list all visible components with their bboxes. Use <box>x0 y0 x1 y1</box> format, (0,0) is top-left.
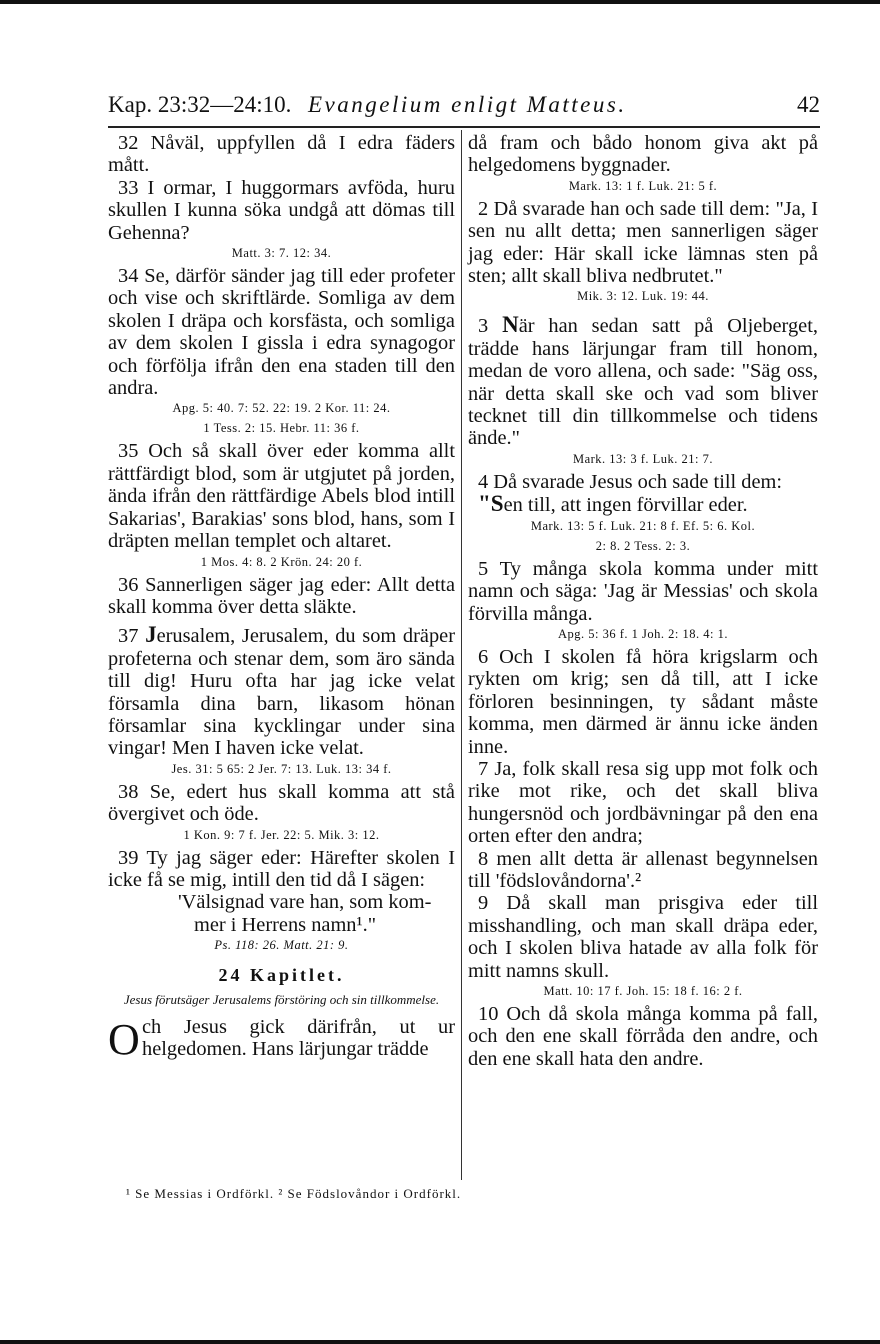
verse-2: 2 Då svarade han och sade till dem: "Ja, I sen nu allt detta; men sannerligen säger jag eder: Här skall icke lämnas sten på sten; allt skall bliva nedbrutet." <box>468 197 818 288</box>
verse-39: 39 Ty jag säger eder: Härefter skolen I icke få se mig, intill den tid då I sägen: <box>108 846 455 891</box>
chapter-summary: Jesus förutsäger Jerusalems förstöring och sin tillkommelse. <box>123 991 440 1007</box>
cross-reference: Apg. 5: 40. 7: 52. 22: 19. 2 Kor. 11: 24. <box>172 401 391 416</box>
quote-line: mer i Herrens namn¹." <box>194 913 377 936</box>
cross-reference: Jes. 31: 5 65: 2 Jer. 7: 13. Luk. 13: 34 f. <box>171 761 392 776</box>
verse-1: ch Jesus gick därifrån, ut ur helgedomen. Hans lärjungar trädde <box>142 1015 455 1060</box>
verse-4: 4 Då svarade Jesus och sade till dem: <box>478 470 783 493</box>
page-header <box>108 92 820 122</box>
header-rule <box>108 126 820 128</box>
verse-text: erusalem, Jerusalem, du som dräper profeterna och stenar dem, som äro sända till dig! Huru ofta har jag icke velat församla dina barn, likasom hönan församlar sina kycklingar under sina vingar! Men I haven icke velat. <box>108 625 455 760</box>
verse-1-continued: då fram och bådo honom giva akt på helgedomens byggnader. <box>468 132 818 177</box>
cross-reference: Mik. 3: 12. Luk. 19: 44. <box>577 289 709 304</box>
cross-reference: Mark. 13: 1 f. Luk. 21: 5 f. <box>568 178 718 193</box>
cross-reference: 2: 8. 2 Tess. 2: 3. <box>595 538 691 553</box>
verse-9: 9 Då skall man prisgiva eder till misshandling, och man skall dräpa eder, och I skolen bliva hatade av alla folk för mitt namns skull. <box>468 892 818 982</box>
verse-number: 3 <box>478 315 489 338</box>
verse-3 <box>468 314 818 449</box>
verse-32: 32 Nåväl, uppfyllen då I edra fäders mått. <box>108 132 455 177</box>
cross-reference: 1 Kon. 9: 7 f. Jer. 22: 5. Mik. 3: 12. <box>183 827 380 842</box>
cross-reference: Mark. 13: 5 f. Luk. 21: 8 f. Ef. 5: 6. Kol. <box>530 518 756 533</box>
initial-letter: J <box>145 622 157 648</box>
footnotes: ¹ Se Messias i Ordförkl. ² Se Födslovåndor i Ordförkl. <box>126 1186 462 1201</box>
verse-35: 35 Och så skall över eder komma allt rättfärdigt blod, som är utgjutet på jorden, ända ifrån den rättfärdige Abels blod intill Sakarias', Barakias' sons blod, hans, som I dräpten mellan templet och altaret. <box>108 440 455 553</box>
book-title: Evangelium enligt Matteus. <box>308 92 627 117</box>
verse-text: är han sedan satt på Oljeberget, trädde hans lärjungar fram till honom, medan de voro allena, och sade: "Säg oss, när detta skall ske och vad som bliver tecknet till din tillkommelse och tidens ände." <box>468 315 818 450</box>
cross-reference: Ps. 118: 26. Matt. 21: 9. <box>214 938 349 953</box>
drop-cap: O <box>108 1014 140 1064</box>
page-number: 42 <box>797 92 820 117</box>
verse-6: 6 Och I skolen få höra krigslarm och rykten om krig; sen då till, att I icke förloren besinningen, ty sådant måste komma, men därmed är ännu icke änden inne. <box>468 645 818 758</box>
cross-reference: Matt. 10: 17 f. Joh. 15: 18 f. 16: 2 f. <box>543 984 743 998</box>
initial-letter: N <box>502 312 519 338</box>
verse-5: 5 Ty många skola komma under mitt namn och säga: 'Jag är Messias' och skola förvilla många. <box>468 557 818 625</box>
column-divider <box>461 130 462 1180</box>
verse-text: en till, att ingen förvillar eder. <box>503 494 748 517</box>
verse-4-quote <box>468 493 818 516</box>
right-column <box>468 132 818 1070</box>
bottom-border <box>0 1340 880 1344</box>
verse-38: 38 Se, edert hus skall komma att stå övergivet och öde. <box>108 780 455 826</box>
left-column <box>108 132 455 1064</box>
chapter-heading: 24 Kapitlet. <box>218 965 345 986</box>
chapter-opening <box>108 1014 455 1064</box>
verse-33: 33 I ormar, I huggormars avföda, huru skullen I kunna söka undgå att dömas till Gehenna? <box>108 176 455 244</box>
top-border <box>0 0 880 4</box>
verse-37 <box>108 624 455 759</box>
cross-reference: Matt. 3: 7. 12: 34. <box>231 246 332 261</box>
verse-36: 36 Sannerligen säger jag eder: Allt detta skall komma över detta släkte. <box>108 573 455 618</box>
initial-letter: "S <box>478 491 504 517</box>
verse-number: 37 <box>118 625 139 648</box>
cross-reference: 1 Tess. 2: 15. Hebr. 11: 36 f. <box>203 421 360 436</box>
cross-reference: Apg. 5: 36 f. 1 Joh. 2: 18. 4: 1. <box>558 626 728 641</box>
verse-10: 10 Och då skola många komma på fall, och den ene skall förråda den andre, och den ene skall hata den andre. <box>468 1003 818 1070</box>
verse-7: 7 Ja, folk skall resa sig upp mot folk och rike mot rike, och det skall bliva hungersnöd och jordbävningar på den ena orten efter den andra; <box>468 757 818 848</box>
quote-line: 'Välsignad vare han, som kom- <box>178 891 432 914</box>
verse-8: 8 men allt detta är allenast begynnelsen till 'födslovåndorna'.² <box>468 847 818 892</box>
chapter-reference: Kap. 23:32—24:10. <box>108 92 292 117</box>
verse-34: 34 Se, därför sänder jag till eder profeter och vise och skriftlärde. Somliga av dem skolen I dräpa och korsfästa, och somliga av dem skolen I gissla i edra synagogor och förfölja ifrån den ena staden till den andra. <box>108 265 455 400</box>
cross-reference: 1 Mos. 4: 8. 2 Krön. 24: 20 f. <box>200 554 363 569</box>
cross-reference: Mark. 13: 3 f. Luk. 21: 7. <box>572 451 714 466</box>
